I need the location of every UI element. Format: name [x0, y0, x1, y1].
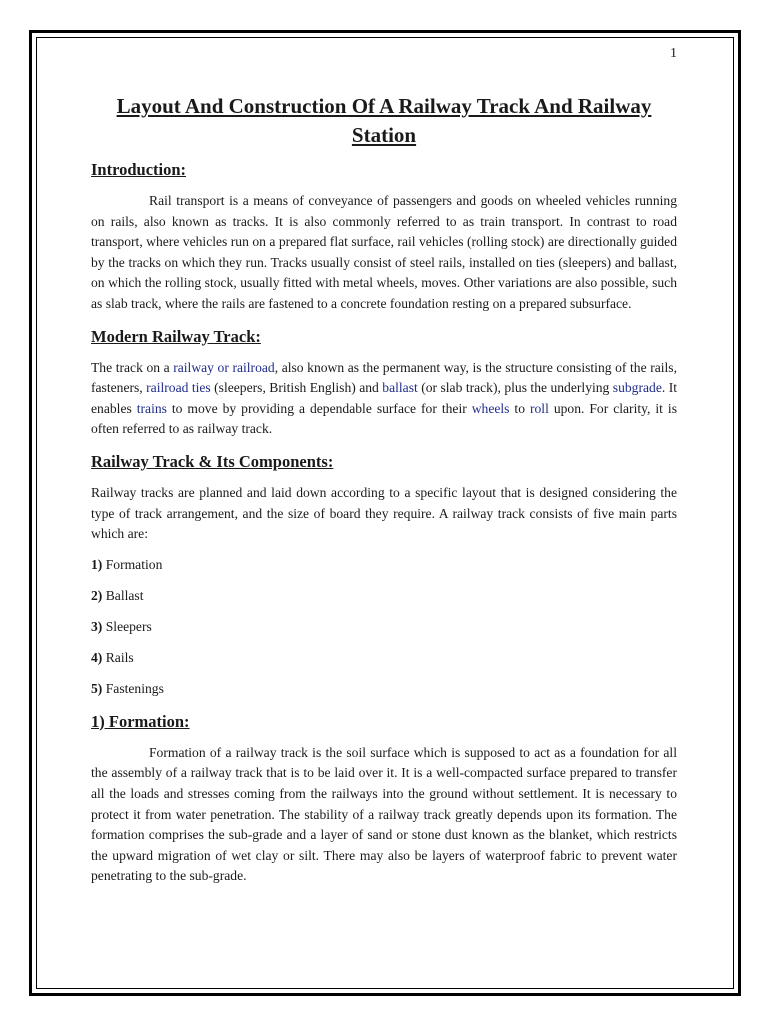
formation-paragraph: Formation of a railway track is the soil surface which is supposed to act as a foundation for all the assembly of a railway track that is to be laid over it. It is a well-compacted surface prepared to transfer all the loads and stresses coming from the railways into the ground without settlement. It is necessary to protect it from water penetration. The stability of a railway track greatly depends upon its formation. The formation comprises the sub-grade and a layer of sand or stone dust known as the blanket, which restricts the upward migration of wet clay or silt. There may also be layers of waterproof fabric to prevent water penetrating to the sub-grade. — [91, 744, 677, 884]
page-number: 1 — [670, 46, 677, 61]
inline-link[interactable]: railroad ties — [146, 380, 211, 396]
paragraph-text: The track on a — [91, 359, 174, 375]
list-item-label: Ballast — [102, 587, 144, 603]
list-item — [91, 648, 677, 668]
introduction-heading: Introduction: — [91, 160, 187, 179]
inline-link[interactable]: roll — [529, 400, 549, 416]
list-item-label: Sleepers — [102, 618, 152, 634]
document-title: Layout And Construction Of A Railway Track And Railway Station — [116, 94, 652, 147]
list-item-number: 4) — [91, 649, 103, 665]
inline-link[interactable]: wheels — [471, 400, 510, 416]
document-page — [91, 44, 677, 897]
paragraph-text: , also known as the permanent way, is the structure consisting of the rails, fasteners, — [91, 359, 677, 396]
paragraph-text: (sleepers, British English) and — [210, 380, 383, 396]
list-item-number: 5) — [91, 680, 103, 696]
list-item — [91, 555, 677, 575]
inline-link[interactable]: trains — [136, 400, 167, 416]
list-item-number: 3) — [91, 618, 103, 634]
modern-track-paragraph — [91, 358, 677, 440]
paragraph-text: upon. For clarity, it is often referred to as railway track. — [91, 400, 677, 437]
list-item-label: Formation — [102, 556, 163, 572]
components-heading: Railway Track & Its Components: — [91, 451, 334, 471]
inline-link[interactable]: railway or railroad — [173, 359, 275, 375]
paragraph-text: to move by providing a dependable surface for their — [166, 400, 472, 416]
modern-track-heading: Modern Railway Track: — [91, 326, 261, 346]
paragraph-text: to — [509, 400, 530, 416]
paragraph-text: . It enables — [91, 380, 678, 416]
introduction-paragraph: Rail transport is a means of conveyance of passengers and goods on wheeled vehicles running on rails, also known as tracks. It is also commonly referred to as train transport. In contrast to road transport, where vehicles run on a prepared flat surface, rail vehicles (rolling stock) are directionally guided by the tracks on which they run. Tracks usually consist of steel rails, installed on ties (sleepers) and ballast, on which the rolling stock, usually fitted with metal wheels, moves. Other variations are also possible, such as slab track, where the rails are fastened to a concrete foundation resting on a prepared subsurface. — [91, 193, 677, 311]
inline-link[interactable]: subgrade — [612, 380, 662, 396]
formation-heading: 1) Formation: — [91, 711, 190, 731]
list-item-number: 1) — [91, 556, 103, 572]
components-paragraph: Railway tracks are planned and laid down according to a specific layout that is designed considering the type of track arrangement, and the size of board they require. A railway track consists of five main parts which are: — [91, 484, 677, 542]
list-item-label: Fastenings — [102, 680, 164, 696]
components-list — [91, 555, 677, 699]
list-item — [91, 679, 677, 699]
paragraph-text: (or slab track), plus the underlying — [417, 380, 613, 396]
inline-link[interactable]: ballast — [382, 380, 418, 396]
list-item — [91, 617, 677, 637]
list-item-label: Rails — [102, 649, 134, 665]
list-item-number: 2) — [91, 587, 103, 603]
list-item — [91, 586, 677, 606]
